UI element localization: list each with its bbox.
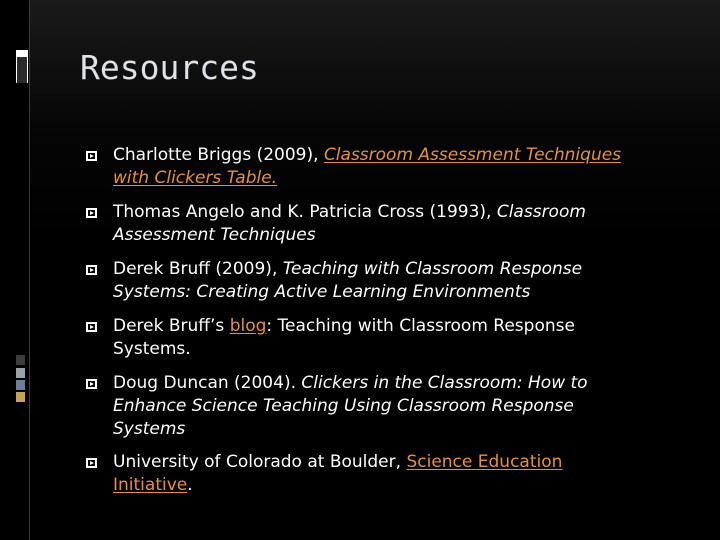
- link-clickers-table[interactable]: with Clickers Table.: [113, 168, 278, 188]
- book-title: Enhance Science Teaching Using Classroom Response: [113, 396, 574, 416]
- item-line: [113, 201, 673, 224]
- citation-text: Charlotte Briggs (2009),: [113, 145, 324, 165]
- item-line: [113, 451, 673, 474]
- item-line: [113, 224, 673, 247]
- item-line: [113, 281, 673, 304]
- citation-text: : Teaching with Classroom Response: [266, 316, 575, 336]
- resource-item: [113, 144, 673, 190]
- book-title: Systems: [113, 419, 186, 439]
- book-title: Teaching with Classroom Response: [282, 259, 583, 279]
- resource-item: [113, 315, 673, 361]
- citation-text: .: [187, 475, 193, 495]
- item-line: [113, 144, 673, 167]
- square-bullet-icon: [85, 321, 99, 333]
- item-line: [113, 474, 673, 497]
- item-line: [113, 395, 673, 418]
- book-title: Clickers in the Classroom: How to: [301, 373, 588, 393]
- resource-item: [113, 451, 673, 497]
- book-title: Assessment Techniques: [113, 225, 316, 245]
- item-line: [113, 167, 673, 190]
- citation-text: Thomas Angelo and K. Patricia Cross (1993),: [113, 202, 497, 222]
- citation-text: University of Colorado at Boulder,: [113, 452, 407, 472]
- item-line: [113, 258, 673, 281]
- link-science-education-initiative[interactable]: Initiative: [113, 475, 188, 495]
- item-line: [113, 418, 673, 441]
- link-blog[interactable]: blog: [229, 316, 267, 336]
- square-bullet-icon: [85, 150, 99, 162]
- link-science-education-initiative[interactable]: Science Education: [406, 452, 563, 472]
- square-bullet-icon: [85, 207, 99, 219]
- citation-text: Derek Bruff (2009),: [113, 259, 283, 279]
- resource-item: [113, 258, 673, 304]
- item-line: [113, 372, 673, 395]
- citation-text: Systems.: [113, 339, 191, 359]
- book-title: Systems: Creating Active Learning Environments: [113, 282, 531, 302]
- link-classroom-assessment-techniques[interactable]: Classroom Assessment Techniques: [323, 145, 622, 165]
- book-title: Classroom: [496, 202, 586, 222]
- resource-item: [113, 372, 673, 441]
- item-line: [113, 338, 673, 361]
- slide-title: Resources: [80, 48, 259, 87]
- resource-item: [113, 201, 673, 247]
- citation-text: Derek Bruff’s: [113, 316, 230, 336]
- square-bullet-icon: [85, 378, 99, 390]
- square-bullet-icon: [85, 457, 99, 469]
- citation-text: Doug Duncan (2004).: [113, 373, 302, 393]
- item-line: [113, 315, 673, 338]
- square-bullet-icon: [85, 264, 99, 276]
